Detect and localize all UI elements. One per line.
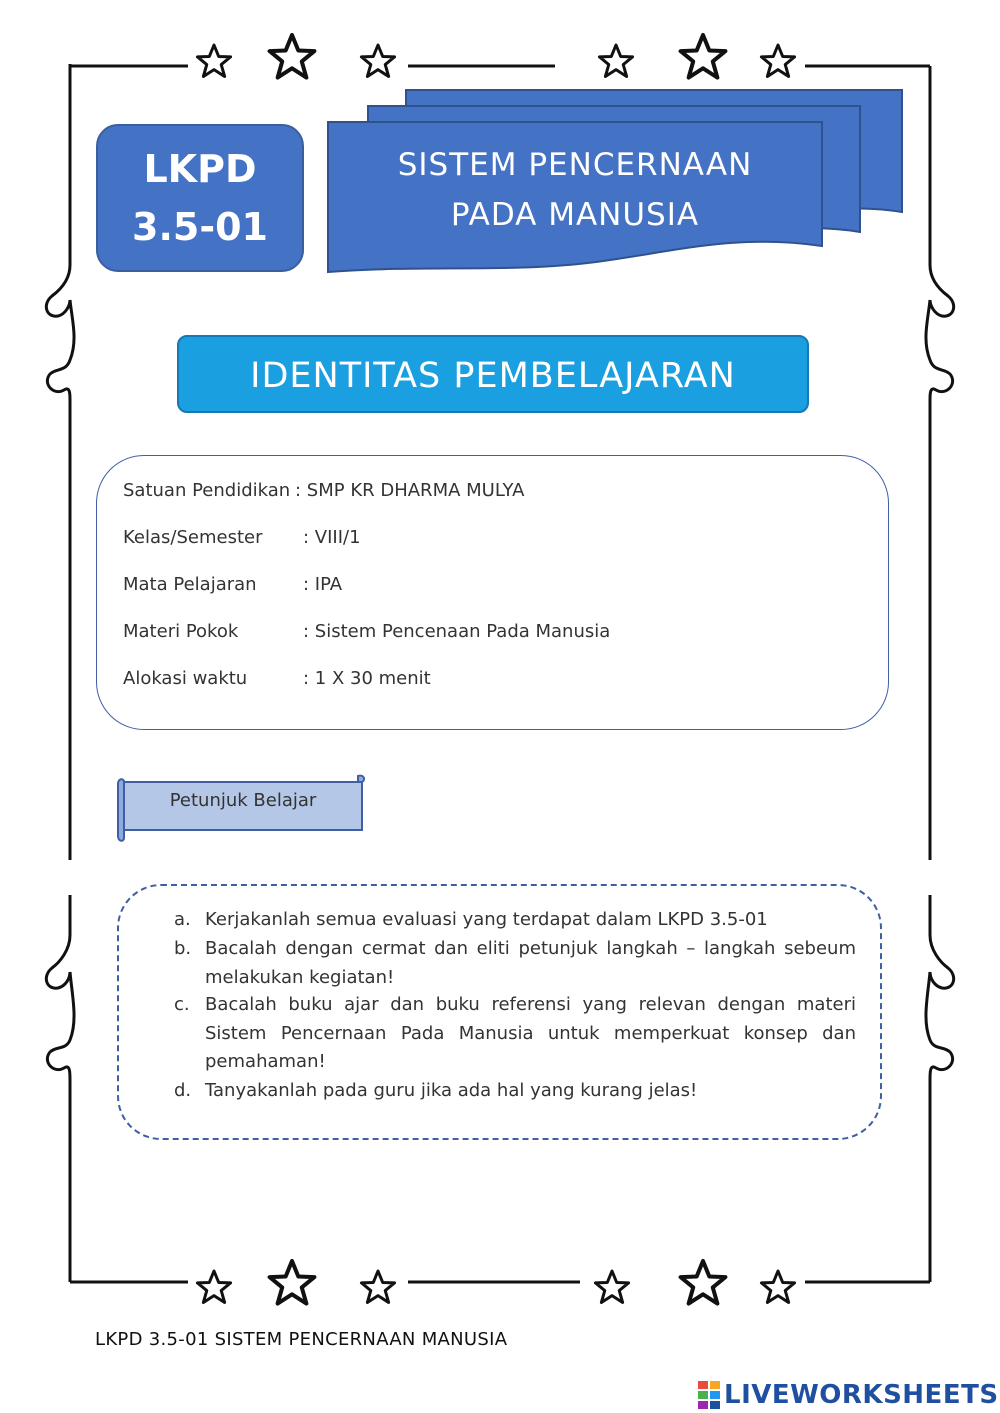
lkpd-code-line2: 3.5-01 (132, 205, 268, 249)
identity-value: : IPA (303, 574, 343, 595)
list-text: Bacalah dengan cermat dan eliti petunjuk langkah – langkah sebeum melakukan kegiatan! (205, 938, 856, 988)
instructions-title: Petunjuk Belajar (169, 790, 317, 811)
worksheet-title (330, 140, 820, 240)
liveworksheets-logo-icon (698, 1379, 722, 1409)
list-marker: a. (174, 909, 191, 930)
list-text: Kerjakanlah semua evaluasi yang terdapat dalam LKPD 3.5-01 (205, 909, 768, 930)
lkpd-code-line1: LKPD (143, 147, 257, 191)
list-text: Tanyakanlah pada guru jika ada hal yang kurang jelas! (205, 1080, 698, 1101)
list-item (174, 906, 856, 935)
identity-label: Materi Pokok (123, 621, 239, 642)
identity-label: Kelas/Semester (123, 527, 263, 548)
list-item (174, 1077, 856, 1106)
list-marker: d. (174, 1080, 192, 1101)
identity-label: Mata Pelajaran (123, 574, 257, 595)
identity-value: : Sistem Pencenaan Pada Manusia (303, 621, 611, 642)
identity-value: : SMP KR DHARMA MULYA (295, 480, 525, 501)
title-line2: PADA MANUSIA (450, 197, 700, 233)
list-item (174, 991, 856, 1077)
identity-label: Satuan Pendidikan (123, 480, 291, 501)
list-item (174, 935, 856, 992)
list-marker: c. (174, 994, 190, 1015)
identity-value: : 1 X 30 menit (303, 668, 431, 689)
footer-text: LKPD 3.5-01 SISTEM PENCERNAAN MANUSIA (95, 1329, 508, 1350)
list-text: Bacalah buku ajar dan buku referensi yang relevan dengan materi Sistem Pencernaan Pada Manusia untuk memperkuat konsep dan pemahaman! (205, 994, 856, 1072)
identity-label: Alokasi waktu (123, 668, 248, 689)
section-title: IDENTITAS PEMBELAJARAN (177, 335, 809, 413)
lkpd-code-box (96, 124, 304, 272)
identity-value: : VIII/1 (303, 527, 361, 548)
brand-name: LIVEWORKSHEETS (724, 1380, 999, 1410)
list-marker: b. (174, 938, 192, 959)
title-line1: SISTEM PENCERNAAN (397, 147, 753, 183)
